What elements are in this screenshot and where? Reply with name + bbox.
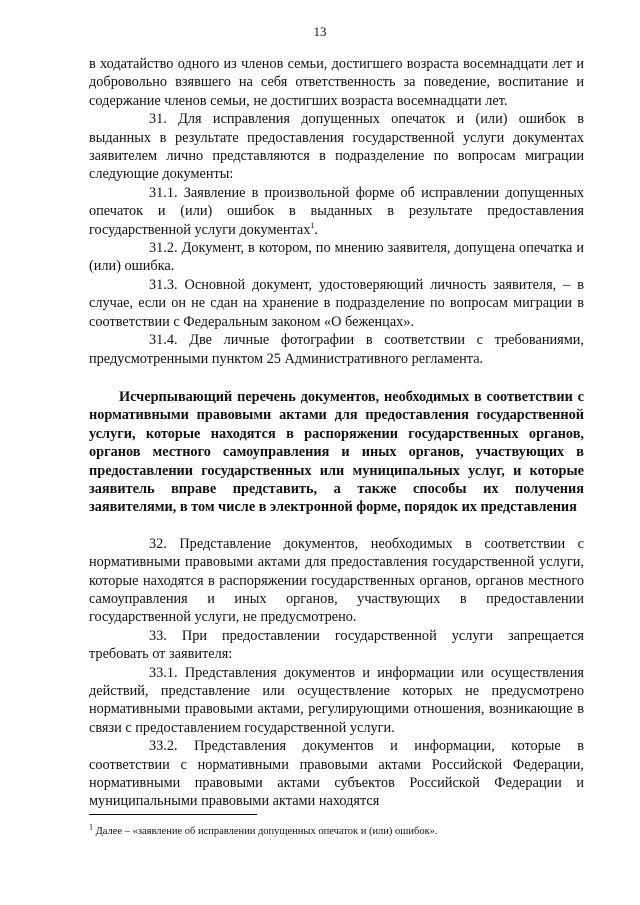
footnote-divider <box>89 814 257 815</box>
paragraph-33-2: 33.2. Представления документов и информации, которые в соответствии с нормативными правовыми актами Российской Федерации, нормативными правовыми актами субъектов Российской Федерации и муниципальными правовыми актами находятся <box>89 738 584 810</box>
paragraph-33: 33. При предоставлении государственной услуги запрещается требовать от заявителя: <box>89 627 584 663</box>
paragraph-32: 32. Представление документов, необходимых в соответствии с нормативными правовыми актами для предоставления государственной услуги, которые находятся в распоряжении государственных органов, органов местного самоуправления и иных органов, участвующих в предоставлении государственной услуги, не предусмотрено. <box>89 535 584 626</box>
footnote-text: Далее – «заявление об исправлении допущенных опечаток и (или) ошибок». <box>95 826 438 837</box>
page-number: 13 <box>313 24 327 39</box>
paragraph-31: 31. Для исправления допущенных опечаток и (или) ошибок в выданных в результате предоставления государственной услуги документах заявителем лично представляются в подразделение по вопросам миграции следующие документы: <box>89 111 584 183</box>
paragraph-33-1: 33.1. Представления документов и информации или осуществления действий, представление или осуществление которых не предусмотрено нормативными правовыми актами, регулирующими отношения, возникающие в связи с предоставлением государственной услуги. <box>89 664 584 736</box>
paragraph-31-3: 31.3. Основной документ, удостоверяющий личность заявителя, – в случае, если он не сдан на хранение в подразделение по вопросам миграции в соответствии с Федеральным законом «О беженцах». <box>89 276 584 330</box>
paragraph-31-2: 31.2. Документ, в котором, по мнению заявителя, допущена опечатка и (или) ошибка. <box>89 240 584 275</box>
paragraph-31-4: 31.4. Две личные фотографии в соответствии с требованиями, предусмотренными пунктом 25 Административного регламента. <box>89 332 584 367</box>
document-body <box>89 55 584 811</box>
footnote-marker: 1 <box>89 822 93 832</box>
footnote-reference: 1 <box>310 220 315 230</box>
footnote <box>89 822 584 838</box>
section-heading: Исчерпывающий перечень документов, необходимых в соответствии с нормативными правовыми актами для предоставления государственной услуги, которые находятся в распоряжении государственных органов, органов местного самоуправления и иных органов, участвующих в предоставлении государственных или муниципальных услуг, и которые заявитель вправе представить, а также способы их получения заявителями, в том числе в электронной форме, порядок их представления <box>89 388 584 516</box>
paragraph-31-1-period: . <box>314 221 318 238</box>
paragraph-31-1 <box>89 184 584 239</box>
paragraph-31-1-text: 31.1. Заявление в произвольной форме об исправлении допущенных опечаток и (или) ошибок в выданных в результате предоставления государственной услуги документах <box>89 184 584 238</box>
paragraph-continuation: в ходатайство одного из членов семьи, достигшего возраста восемнадцати лет и добровольно взявшего на себя ответственность за поведение, воспитание и содержание членов семьи, не достигших возраста восемнадцати лет. <box>89 56 584 109</box>
